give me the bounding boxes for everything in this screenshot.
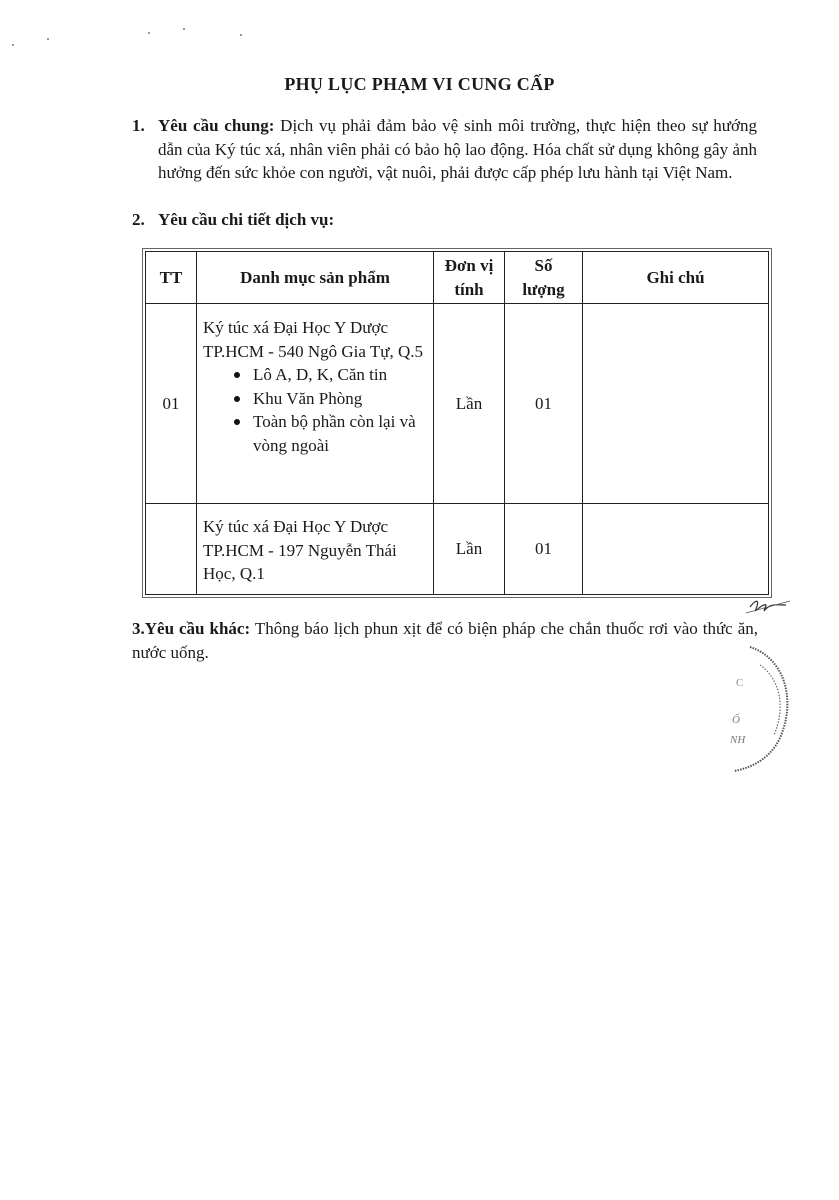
section-number: 2.	[132, 210, 145, 229]
stamp-seal-icon	[690, 595, 800, 785]
row1-item-list	[203, 363, 429, 457]
header-unit-line2: tính	[454, 279, 484, 299]
row1-product-name: Ký túc xá Đại Học Y Dược TP.HCM - 540 Ngô Gia Tự, Q.5	[203, 318, 423, 361]
header-tt: TT	[159, 267, 183, 287]
header-unit-line1: Đơn vị	[444, 256, 494, 275]
stamp-fragment: Ố	[732, 714, 740, 726]
list-item: Khu Văn Phòng	[203, 387, 429, 411]
page-title: PHỤ LỤC PHẠM VI CUNG CẤP	[284, 74, 555, 94]
section-general-requirements	[132, 114, 757, 185]
signature-icon	[750, 601, 786, 611]
row1-tt: 01	[162, 393, 180, 413]
row1-note	[583, 304, 768, 503]
header-qty-line2: lượng	[522, 279, 565, 299]
header-qty-line1: Số	[534, 256, 553, 275]
scan-speck	[183, 28, 185, 30]
section-detailed-requirements	[132, 208, 757, 232]
list-item: Lô A, D, K, Căn tin	[203, 363, 429, 387]
header-product: Danh mục sản phẩm	[240, 267, 390, 287]
scan-speck	[148, 32, 150, 34]
section-text: Thông báo lịch phun xịt để có biện pháp che chắn thuốc rơi vào thức ăn, nước uống.	[132, 619, 758, 662]
row2-unit: Lần	[455, 539, 483, 559]
row2-qty: 01	[535, 539, 552, 559]
service-table	[145, 251, 769, 595]
stamp-fragment: C	[736, 677, 744, 689]
row2-note	[583, 504, 768, 594]
section-number: 3.	[132, 619, 145, 638]
section-text: Dịch vụ phải đảm bảo vệ sinh môi trường, thực hiện theo sự hướng dẫn của Ký túc xá, nhân viên phải có bảo hộ lao động. Hóa chất sử dụng không gây ảnh hưởng đến sức khỏe con người, vật nuôi, phải được cấp phép lưu hành tại Việt Nam.	[158, 116, 757, 182]
section-heading: Yêu cầu chi tiết dịch vụ:	[158, 210, 335, 229]
scan-speck	[47, 38, 49, 40]
section-other-requirements	[132, 617, 758, 664]
row1-qty: 01	[535, 393, 552, 413]
scan-speck	[12, 44, 14, 46]
row2-tt	[146, 504, 196, 594]
header-qty	[505, 252, 582, 303]
row2-product: Ký túc xá Đại Học Y Dược TP.HCM - 197 Nguyễn Thái Học, Q.1	[203, 517, 397, 583]
scan-speck	[240, 34, 242, 36]
header-unit	[434, 252, 504, 303]
row1-product	[203, 316, 429, 500]
section-heading: Yêu cầu chung:	[158, 116, 275, 135]
section-number: 1.	[132, 116, 145, 135]
stamp-fragment: NH	[730, 734, 746, 746]
list-item: Toàn bộ phần còn lại và vòng ngoài	[203, 410, 429, 457]
section-heading: Yêu cầu khác:	[144, 619, 251, 638]
header-note: Ghi chú	[646, 267, 705, 287]
row1-unit: Lần	[455, 393, 483, 413]
